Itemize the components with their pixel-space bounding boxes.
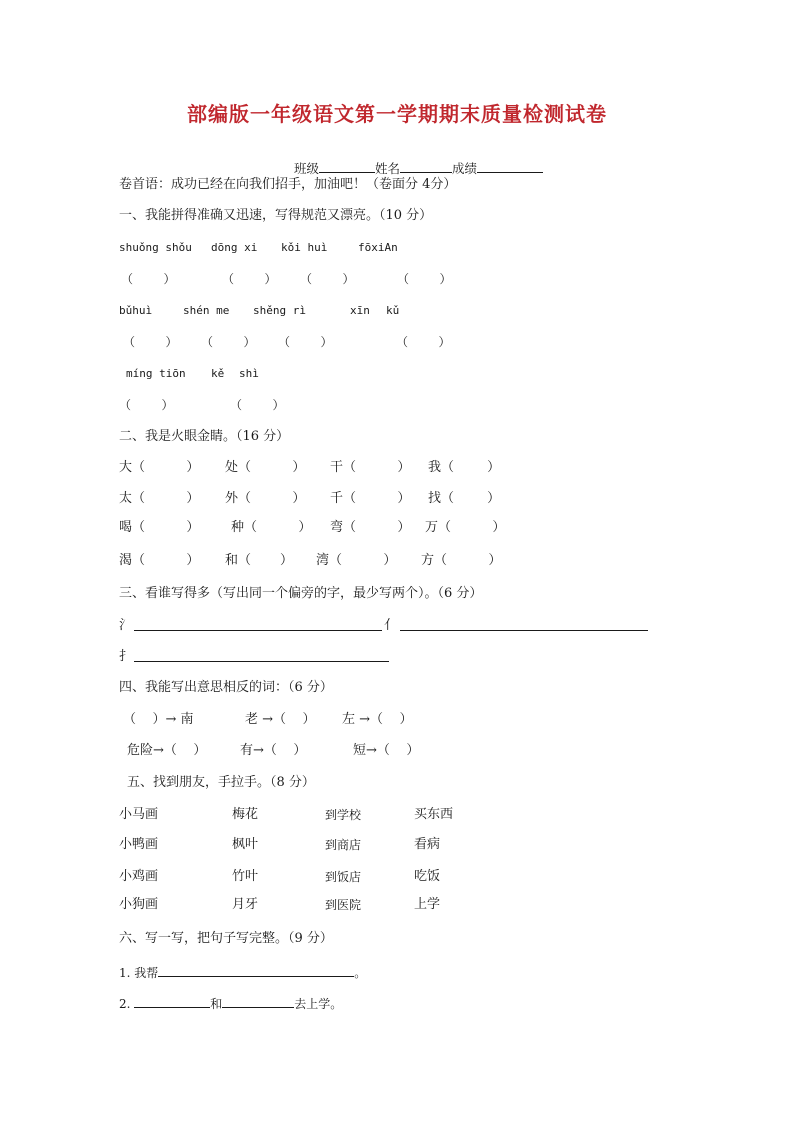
pinyin-9: kǔ: [386, 304, 400, 317]
sentence-2: 2. 和 去上学。: [119, 997, 343, 1011]
pinyin-10: míng tiōn: [126, 367, 186, 380]
match-item[interactable]: 到饭店: [325, 870, 362, 884]
answer-paren[interactable]: （ ）: [230, 398, 285, 412]
match-item[interactable]: 小马画: [119, 807, 159, 822]
match-item[interactable]: 枫叶: [232, 837, 259, 852]
intro-text: 卷首语：成功已经在向我们招手，加油吧！（卷面分 4分）: [119, 177, 457, 192]
score-field[interactable]: [477, 160, 543, 173]
match-item[interactable]: 到学校: [325, 808, 362, 822]
class-field[interactable]: [319, 160, 375, 173]
pinyin-1: shuǒng shǒu: [119, 241, 192, 254]
q2-heading: 二、我是火眼金睛。（16 分）: [119, 429, 290, 444]
match-item[interactable]: 买东西: [414, 807, 454, 822]
q1-heading: 一、我能拼得准确又迅速，写得规范又漂亮。（10 分）: [119, 208, 433, 223]
char-item: 和（ ）: [225, 553, 293, 568]
match-item[interactable]: 到商店: [325, 838, 362, 852]
answer-line[interactable]: [134, 630, 382, 631]
antonym-item[interactable]: 有→（ ）: [240, 743, 307, 758]
match-item[interactable]: 月牙: [232, 897, 259, 912]
char-item: 外（ ）: [225, 491, 306, 506]
pinyin-11: kě: [211, 367, 225, 380]
name-label: 姓名: [374, 160, 400, 176]
match-item[interactable]: 吃饭: [414, 869, 441, 884]
answer-paren[interactable]: （ ）: [300, 272, 355, 286]
antonym-item[interactable]: 危险→（ ）: [127, 743, 207, 758]
match-item[interactable]: 看病: [414, 837, 441, 852]
answer-line[interactable]: [134, 661, 389, 662]
char-item: 处（ ）: [225, 460, 306, 475]
char-item: 渴（ ）: [119, 553, 200, 568]
char-item: 找（ ）: [428, 491, 501, 506]
score-label: 成绩: [451, 160, 477, 176]
answer-paren[interactable]: （ ）: [397, 272, 452, 286]
student-info-row: [286, 147, 543, 175]
radical-person: 亻: [384, 618, 398, 633]
sentence-1: 1. 我帮 。: [119, 966, 367, 980]
answer-paren[interactable]: （ ）: [123, 335, 178, 349]
class-label: 班级: [293, 160, 319, 176]
sentence-number: 1.: [119, 966, 131, 980]
char-item: 湾（ ）: [316, 553, 397, 568]
answer-paren[interactable]: （ ）: [396, 335, 451, 349]
pinyin-8: xīn: [350, 304, 370, 317]
char-item: 我（ ）: [428, 460, 501, 475]
pinyin-12: shì: [239, 367, 259, 380]
answer-paren[interactable]: （ ）: [278, 335, 333, 349]
match-item[interactable]: 梅花: [232, 807, 259, 822]
sentence-blank[interactable]: [134, 995, 210, 1008]
antonym-item[interactable]: 老 →（ ）: [245, 712, 316, 727]
char-item: 太（ ）: [119, 491, 200, 506]
char-item: 干（ ）: [330, 460, 411, 475]
match-item[interactable]: 上学: [414, 897, 441, 912]
q3-heading: 三、看谁写得多（写出同一个偏旁的字，最少写两个）。（6 分）: [119, 586, 483, 601]
answer-paren[interactable]: （ ）: [222, 272, 277, 286]
answer-paren[interactable]: （ ）: [119, 398, 174, 412]
pinyin-2: dōng xi: [211, 241, 258, 254]
page-title: 部编版一年级语文第一学期期末质量检测试卷: [187, 102, 607, 126]
char-item: 种（ ）: [231, 520, 312, 535]
sentence-blank[interactable]: [158, 964, 354, 977]
radical-water: 氵: [119, 618, 133, 633]
pinyin-4: fōxiAn: [358, 241, 398, 254]
char-item: 千（ ）: [330, 491, 411, 506]
pinyin-6: shén me: [183, 304, 230, 317]
sentence-blank[interactable]: [222, 995, 294, 1008]
char-item: 弯（ ）: [330, 520, 411, 535]
answer-line[interactable]: [400, 630, 648, 631]
q4-heading: 四、我能写出意思相反的词：（6 分）: [119, 680, 333, 695]
antonym-item[interactable]: 短→（ ）: [353, 743, 420, 758]
name-field[interactable]: [400, 160, 452, 173]
pinyin-5: bǔhuì: [119, 304, 153, 317]
char-item: 喝（ ）: [119, 520, 200, 535]
antonym-item[interactable]: （ ）→ 南: [123, 712, 194, 727]
match-item[interactable]: 小鸭画: [119, 837, 159, 852]
char-item: 万（ ）: [425, 520, 506, 535]
char-item: 大（ ）: [119, 460, 200, 475]
answer-paren[interactable]: （ ）: [121, 272, 176, 286]
match-item[interactable]: 小狗画: [119, 897, 159, 912]
char-item: 方（ ）: [421, 553, 502, 568]
match-item[interactable]: 小鸡画: [119, 869, 159, 884]
pinyin-7: shěng rì: [253, 304, 306, 317]
radical-hand: 扌: [119, 649, 133, 664]
sentence-number: 2.: [119, 997, 131, 1011]
q5-heading: 五、找到朋友，手拉手。（8 分）: [127, 775, 315, 790]
answer-paren[interactable]: （ ）: [201, 335, 256, 349]
q6-heading: 六、写一写，把句子写完整。（9 分）: [119, 931, 333, 946]
match-item[interactable]: 竹叶: [232, 869, 259, 884]
match-item[interactable]: 到医院: [325, 898, 362, 912]
pinyin-3: kǒi huì: [281, 241, 328, 254]
antonym-item[interactable]: 左 →（ ）: [342, 712, 413, 727]
